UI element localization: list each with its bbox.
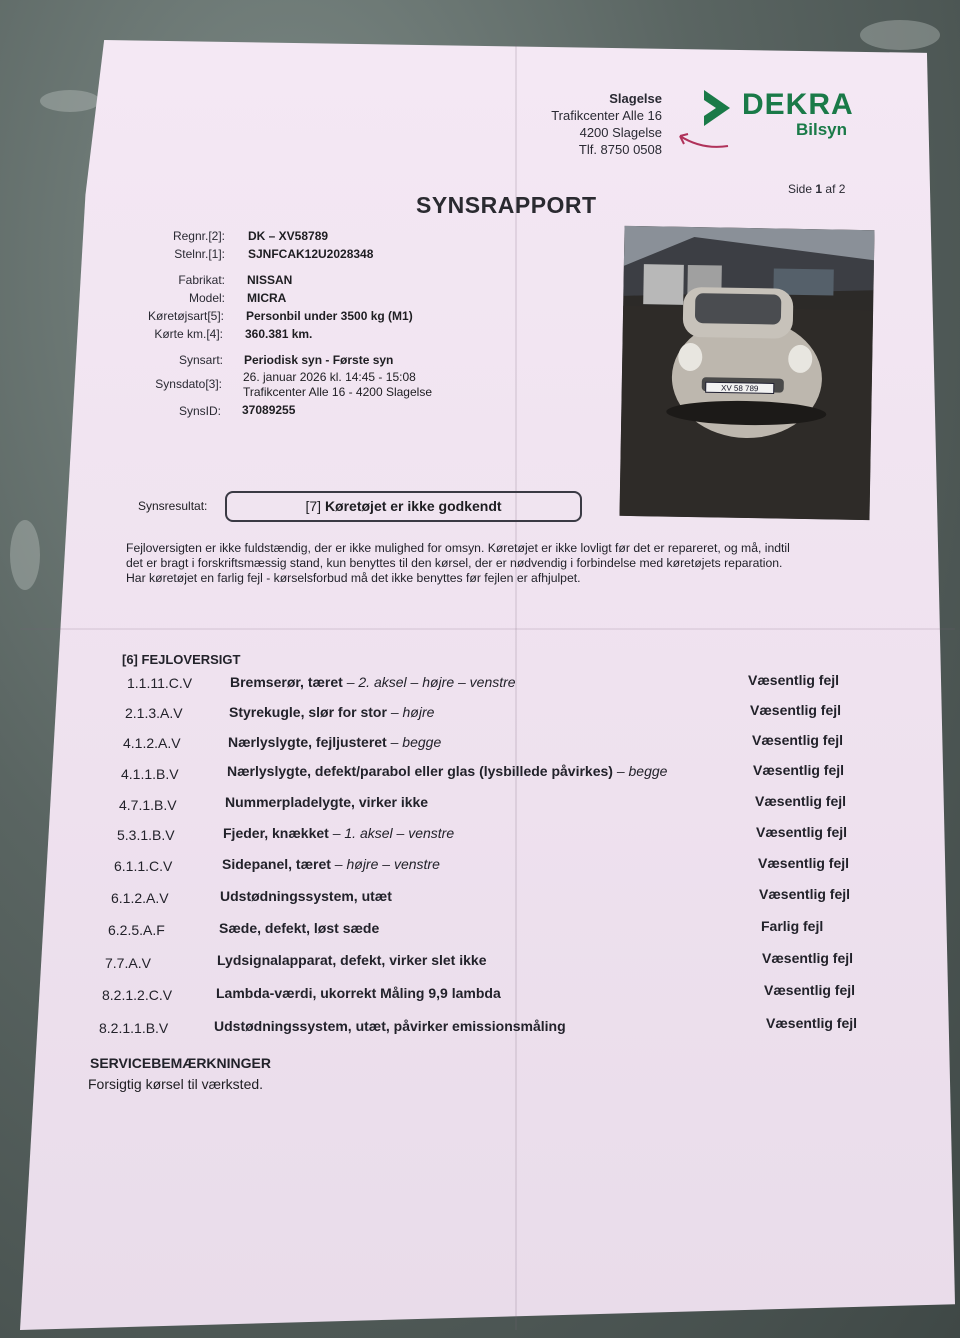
page-number: 1 [815, 182, 823, 196]
defect-severity: Væsentlig fejl [759, 886, 851, 902]
field-value-koretojsart: Personbil under 3500 kg (M1) [246, 309, 413, 323]
defect-description: Sidepanel, tæret – højre – venstre [222, 856, 440, 872]
report-title: SYNSRAPPORT [416, 192, 597, 218]
defect-description: Nummerpladelygte, virker ikke [225, 794, 429, 810]
defect-description: Fjeder, knækket – 1. aksel – venstre [223, 825, 455, 841]
page-total: af 2 [825, 182, 846, 196]
field-label: Synsart: [178, 353, 223, 367]
defect-code: 6.2.5.A.F [108, 922, 165, 938]
notice-line: Fejloversigten er ikke fuldstændig, der er ikke mulighed for omsyn. Køretøjet er ikke lovligt før det er repareret, og må, indtil [126, 541, 790, 555]
field-label: SynsID: [178, 404, 221, 418]
field-label: Køretøjsart[5]: [147, 309, 224, 323]
defect-code: 4.1.1.B.V [121, 766, 179, 782]
field-label: Fabrikat: [178, 273, 225, 287]
vehicle-photo [619, 226, 874, 520]
field-value-regnr: DK – XV58789 [248, 229, 329, 243]
defect-severity: Væsentlig fejl [750, 702, 842, 718]
page-indicator [788, 182, 845, 196]
field-value-model: MICRA [247, 291, 287, 305]
field-value-fabrikat: NISSAN [247, 273, 293, 287]
defect-severity: Væsentlig fejl [753, 762, 845, 778]
defect-code: 7.7.A.V [105, 955, 151, 971]
result-box [225, 491, 582, 522]
defect-description: Lambda-værdi, ukorrekt Måling 9,9 lambda [216, 985, 501, 1001]
field-label: Model: [188, 291, 225, 305]
defect-code: 6.1.1.C.V [114, 858, 173, 874]
dekra-mark-icon [700, 88, 736, 130]
field-label: Stelnr.[1]: [174, 247, 225, 261]
defect-severity: Væsentlig fejl [766, 1015, 858, 1031]
service-title: SERVICEBEMÆRKNINGER [90, 1055, 271, 1071]
station-street: Trafikcenter Alle 16 [551, 108, 662, 123]
defect-description: Lydsignalapparat, defekt, virker slet ikke [217, 952, 487, 968]
defect-severity: Væsentlig fejl [755, 793, 847, 809]
defect-code: 8.2.1.2.C.V [102, 987, 173, 1003]
result-label: Synsresultat: [138, 499, 208, 513]
station-phone: Tlf. 8750 0508 [578, 142, 662, 157]
defect-description: Bremserør, tæret – 2. aksel – højre – venstre [230, 674, 516, 690]
brand-name: DEKRA [742, 88, 854, 121]
defect-severity: Væsentlig fejl [748, 672, 840, 688]
defect-severity: Farlig fejl [761, 918, 824, 934]
page-label: Side [788, 182, 813, 196]
defect-description: Nærlyslygte, fejljusteret – begge [228, 734, 442, 750]
defect-description: Udstødningssystem, utæt, påvirker emissionsmåling [214, 1018, 566, 1034]
defect-severity: Væsentlig fejl [764, 982, 856, 998]
defect-description: Sæde, defekt, løst sæde [219, 920, 380, 936]
defect-code: 4.1.2.A.V [123, 735, 181, 751]
defect-severity: Væsentlig fejl [762, 950, 854, 966]
result-code: [7] [305, 498, 322, 514]
defect-code: 1.1.11.C.V [127, 675, 193, 691]
defect-severity: Væsentlig fejl [758, 855, 850, 871]
defect-code: 4.7.1.B.V [119, 797, 177, 813]
defect-description: Styrekugle, slør for stor – højre [229, 704, 435, 720]
field-label: Synsdato[3]: [155, 377, 222, 391]
field-label: Kørte km.[4]: [154, 327, 223, 341]
station-city: Slagelse [609, 91, 662, 106]
field-value-synsid: 37089255 [242, 403, 296, 417]
field-label: Regnr.[2]: [172, 229, 225, 243]
field-value-location: Trafikcenter Alle 16 - 4200 Slagelse [243, 385, 432, 399]
notice-paragraph [126, 541, 866, 586]
notice-line: Har køretøjet en farlig fejl - kørselsforbud må det ikke benyttes før fejlen er afhjulpet. [126, 571, 581, 585]
defect-code: 5.3.1.B.V [117, 827, 175, 843]
defects-title: [6] FEJLOVERSIGT [122, 652, 241, 667]
defect-code: 2.1.3.A.V [125, 705, 183, 721]
defect-severity: Væsentlig fejl [752, 732, 844, 748]
defect-code: 6.1.2.A.V [111, 890, 169, 906]
field-value-stelnr: SJNFCAK12U2028348 [248, 247, 374, 261]
notice-line: det er bragt i forskriftsmæssig stand, kun benyttes til den kørsel, der er nødvendig i forbindelse med køretøjets reparation. [126, 556, 783, 570]
defect-description: Udstødningssystem, utæt [220, 888, 392, 904]
field-value-synsdato: 26. januar 2026 kl. 14:45 - 15:08 [243, 370, 416, 384]
defect-severity: Væsentlig fejl [756, 824, 848, 840]
station-postal: 4200 Slagelse [579, 125, 662, 140]
dekra-logo [700, 88, 854, 139]
brand-subtitle: Bilsyn [796, 120, 848, 139]
defect-description: Nærlyslygte, defekt/parabol eller glas (lysbillede påvirkes) – begge [227, 763, 668, 779]
license-plate-text: XV 58 789 [720, 383, 759, 394]
result-text: Køretøjet er ikke godkendt [324, 498, 502, 514]
field-value-synsart: Periodisk syn - Første syn [244, 353, 394, 367]
service-text: Forsigtig kørsel til værksted. [88, 1076, 264, 1092]
defect-code: 8.2.1.1.B.V [99, 1020, 169, 1036]
field-value-km: 360.381 km. [245, 327, 313, 341]
station-address [551, 90, 662, 158]
